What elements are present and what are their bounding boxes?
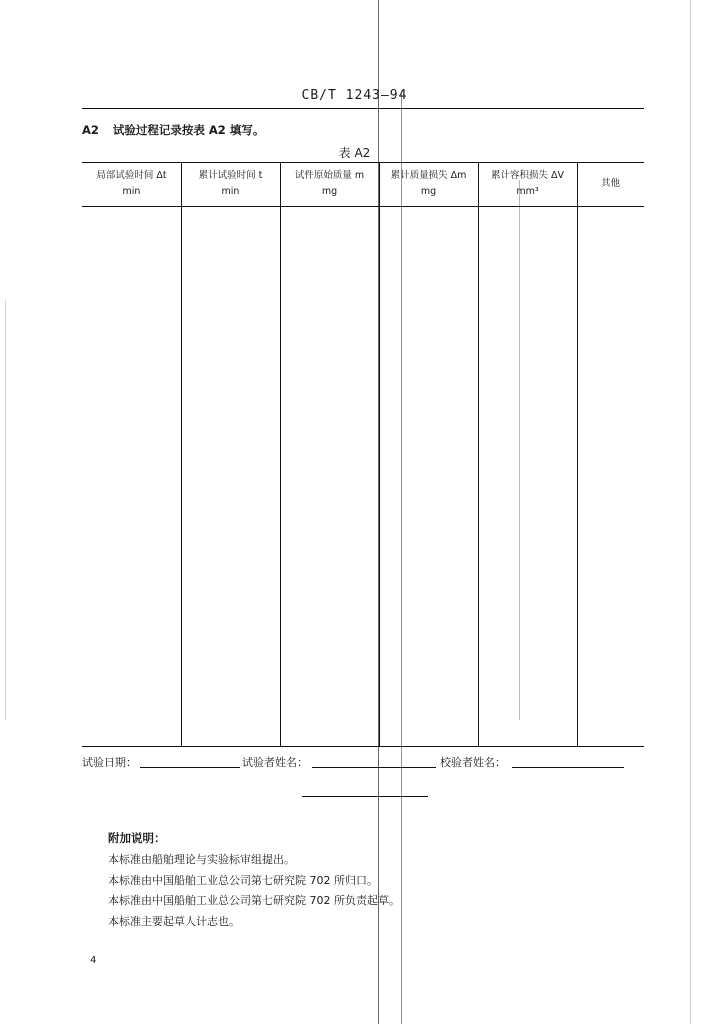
scan-artifact-line — [519, 180, 520, 720]
section-a2 — [82, 122, 264, 138]
column-label: 累计质量损失 Δm — [390, 170, 467, 181]
column-divider — [478, 162, 479, 746]
scan-artifact-line — [401, 90, 402, 1024]
column-header-cumulative-time — [181, 168, 280, 200]
column-divider — [181, 162, 182, 746]
test-date-blank — [140, 767, 240, 768]
page-number: 4 — [90, 955, 97, 966]
table-bottom-rule — [82, 746, 644, 747]
section-number: A2 — [82, 123, 99, 137]
column-unit: mg — [321, 186, 338, 197]
section-text: 试验过程记录按表 A2 填写。 — [112, 123, 265, 137]
tester-name-label: 试验者姓名： — [242, 756, 308, 769]
column-label: 累计容积损失 ΔV — [490, 170, 565, 181]
table-caption: 表 A2 — [338, 146, 371, 160]
column-header-original-mass — [280, 168, 379, 200]
scan-artifact-line — [5, 300, 6, 720]
column-unit: mg — [420, 186, 437, 197]
table-top-rule — [82, 162, 644, 163]
end-rule — [302, 796, 428, 797]
tester-name-blank — [312, 767, 436, 768]
checker-name-blank — [512, 767, 624, 768]
column-header-mass-loss — [379, 168, 478, 200]
test-date-label: 试验日期： — [82, 756, 137, 769]
note-item: 本标准由船舶理论与实验标审组提出。 — [108, 853, 295, 866]
column-label: 其他 — [600, 178, 620, 189]
column-label: 局部试验时间 Δt — [96, 170, 167, 181]
header-rule — [82, 108, 644, 109]
standard-code-header: CB/T 1243—94 — [301, 88, 408, 103]
note-item: 本标准由中国船舶工业总公司第七研究院 702 所负责起草。 — [108, 894, 400, 907]
column-divider — [280, 162, 281, 746]
column-divider — [577, 162, 578, 746]
column-unit: min — [122, 186, 141, 197]
column-unit: mm³ — [516, 186, 539, 197]
column-header-other — [577, 176, 644, 192]
column-divider — [379, 162, 380, 746]
checker-name-label: 校验者姓名： — [440, 756, 506, 769]
column-label: 累计试验时间 t — [198, 170, 263, 181]
table-header-rule — [82, 206, 644, 207]
note-item: 本标准由中国船舶工业总公司第七研究院 702 所归口。 — [108, 873, 378, 887]
column-header-local-time — [82, 168, 181, 200]
additional-notes — [108, 830, 400, 932]
notes-title: 附加说明： — [108, 831, 166, 845]
column-label: 试件原始质量 m — [294, 170, 365, 181]
column-unit: min — [221, 186, 240, 197]
note-item: 本标准主要起草人计志也。 — [108, 914, 240, 928]
column-header-volume-loss — [478, 168, 577, 200]
signature-row — [82, 754, 644, 772]
